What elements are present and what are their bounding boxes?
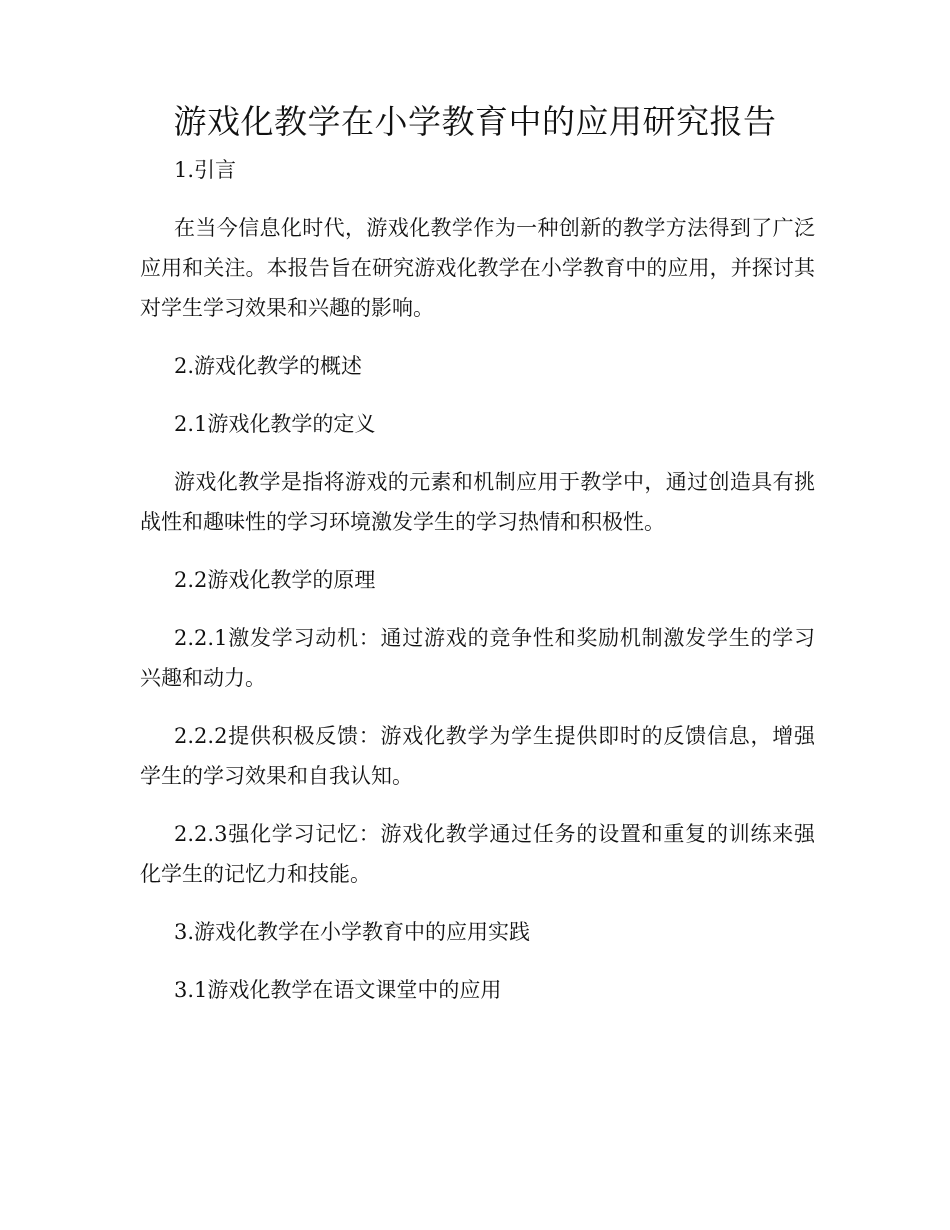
- section-heading-practice: 3.游戏化教学在小学教育中的应用实践: [174, 920, 531, 944]
- section-heading-overview: 2.游戏化教学的概述: [174, 354, 363, 378]
- subsection-heading-principles: 2.2游戏化教学的原理: [174, 568, 376, 592]
- paragraph-intro: 在当今信息化时代，游戏化教学作为一种创新的教学方法得到了广泛应用和关注。本报告旨在研究游戏化教学在小学教育中的应用，并探讨其对学生学习效果和兴趣的影响。: [140, 216, 815, 320]
- subsection-heading-definition: 2.1游戏化教学的定义: [174, 412, 376, 436]
- document-body: [140, 150, 815, 1010]
- section-heading-intro: 1.引言: [174, 158, 237, 182]
- paragraph-definition: 游戏化教学是指将游戏的元素和机制应用于教学中，通过创造具有挑战性和趣味性的学习环境激发学生的学习热情和积极性。: [140, 470, 815, 534]
- subsection-heading-chinese-class: 3.1游戏化教学在语文课堂中的应用: [174, 978, 502, 1002]
- paragraph-principle-motivation: 2.2.1激发学习动机：通过游戏的竞争性和奖励机制激发学生的学习兴趣和动力。: [140, 626, 815, 690]
- paragraph-principle-memory: 2.2.3强化学习记忆：游戏化教学通过任务的设置和重复的训练来强化学生的记忆力和技能。: [140, 822, 815, 886]
- document-title: 游戏化教学在小学教育中的应用研究报告: [173, 102, 777, 141]
- paragraph-principle-feedback: 2.2.2提供积极反馈：游戏化教学为学生提供即时的反馈信息，增强学生的学习效果和自我认知。: [140, 724, 815, 788]
